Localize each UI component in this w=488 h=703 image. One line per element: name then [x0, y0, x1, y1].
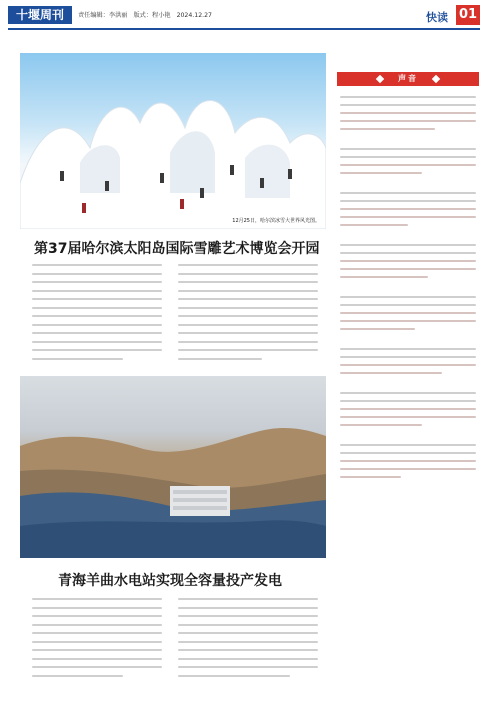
masthead — [0, 0, 488, 34]
page-number: 01 — [456, 5, 480, 25]
section-title: 快读 — [426, 11, 448, 24]
editor-credit: 责任编辑：李洪丽 — [78, 12, 128, 19]
issue-date: 2024.12.27 — [176, 12, 212, 19]
article2-headline: 青海羊曲水电站实现全容量投产发电 — [58, 573, 282, 589]
photo-caption: 12月25日，哈尔滨冰雪大世界风光图。 — [232, 218, 320, 224]
article1-body-left — [32, 264, 162, 366]
article2-body-right — [178, 598, 318, 683]
layout-credit: 版式：程小艳 — [133, 12, 171, 19]
snow-sculpture-photo — [20, 53, 326, 229]
hydropower-illustration — [20, 376, 326, 558]
article1-body-right — [178, 264, 318, 366]
edition-meta — [78, 10, 216, 19]
snow-sculpture-illustration — [20, 53, 326, 229]
voices-section-title: 声音 — [398, 74, 418, 83]
voices-section-header — [337, 72, 479, 86]
article2-body-left — [32, 598, 162, 683]
header-divider — [8, 28, 480, 30]
hydropower-station-photo — [20, 376, 326, 558]
article1-headline: 第37届哈尔滨太阳岛国际雪雕艺术博览会开园 — [34, 241, 320, 257]
voices-quotes — [340, 96, 476, 484]
publication-logo: 十堰周刊 — [8, 6, 72, 24]
